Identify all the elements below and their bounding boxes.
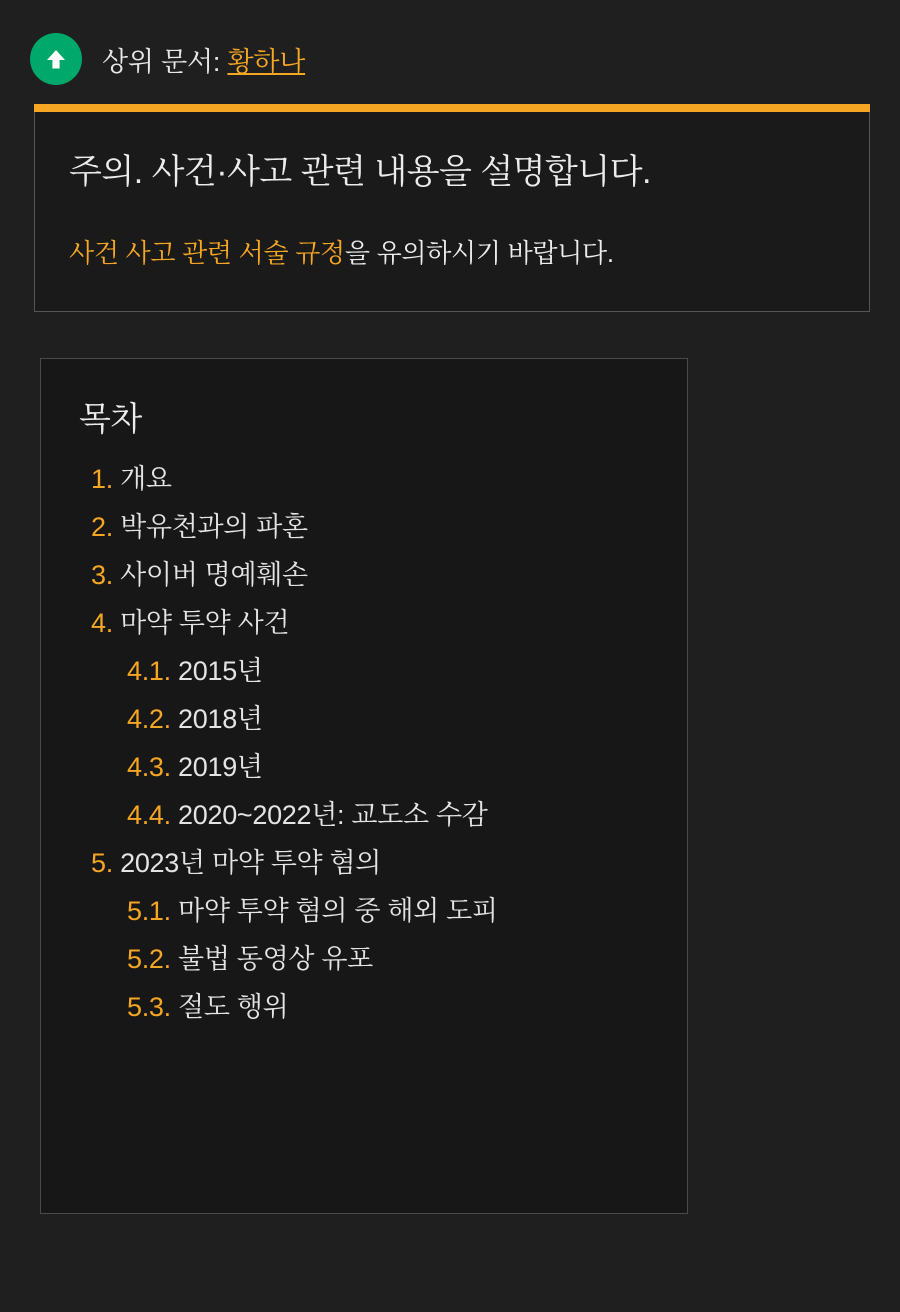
toc-item[interactable] [41,610,687,637]
notice-accent-bar [34,104,870,112]
toc-item-label[interactable]: 개요 [120,464,172,495]
notice-subtitle-rest: 을 유의하시기 바랍니다. [344,238,614,269]
toc-item[interactable] [41,466,687,493]
toc-item-label[interactable]: 2020~2022년: 교도소 수감 [178,800,488,831]
toc-title: 목차 [79,400,142,438]
toc-item-number: 4.1. [127,656,171,687]
parent-document-text [102,40,305,79]
notice-rules-link[interactable]: 사건 사고 관련 서술 규정 [69,238,345,269]
toc-item-number: 2. [91,512,113,543]
toc-item[interactable] [41,850,687,877]
toc-item-label[interactable]: 사이버 명예훼손 [120,560,308,591]
toc-item-number: 5.1. [127,896,171,927]
toc-item[interactable] [41,562,687,589]
toc-item[interactable] [41,802,687,829]
toc-item-number: 4.4. [127,800,171,831]
toc-item-label[interactable]: 절도 행위 [178,992,289,1023]
up-arrow-icon[interactable] [30,33,82,85]
toc-item-number: 5.3. [127,992,171,1023]
toc-item-number: 1. [91,464,113,495]
toc-item-number: 3. [91,560,113,591]
toc-item-number: 5.2. [127,944,171,975]
toc-item-label[interactable]: 2018년 [178,704,263,735]
toc-list [41,466,687,1021]
toc-item[interactable] [41,706,687,733]
parent-document-bar [0,0,900,77]
toc-item-label[interactable]: 마약 투약 사건 [120,608,290,639]
toc-item-label[interactable]: 2023년 마약 투약 혐의 [120,848,382,879]
notice-container [34,104,870,312]
toc-item[interactable] [41,658,687,685]
table-of-contents [40,358,688,1214]
toc-item-number: 5. [91,848,113,879]
parent-document-link[interactable]: 황하나 [227,46,306,77]
toc-item-label[interactable]: 마약 투약 혐의 중 해외 도피 [178,896,498,927]
toc-item-number: 4.3. [127,752,171,783]
toc-item[interactable] [41,898,687,925]
parent-document-prefix: 상위 문서: [102,46,228,77]
toc-item-number: 4. [91,608,113,639]
toc-item[interactable] [41,946,687,973]
toc-item-label[interactable]: 2019년 [178,752,263,783]
notice-box [34,112,870,312]
toc-item[interactable] [41,754,687,781]
notice-subtitle [69,236,835,271]
toc-item-label[interactable]: 박유천과의 파혼 [120,512,308,543]
toc-item-label[interactable]: 불법 동영상 유포 [178,944,373,975]
toc-item[interactable] [41,994,687,1021]
toc-item-label[interactable]: 2015년 [178,656,263,687]
notice-title: 주의. 사건·사고 관련 내용을 설명합니다. [69,153,652,191]
toc-item-number: 4.2. [127,704,171,735]
toc-item[interactable] [41,514,687,541]
